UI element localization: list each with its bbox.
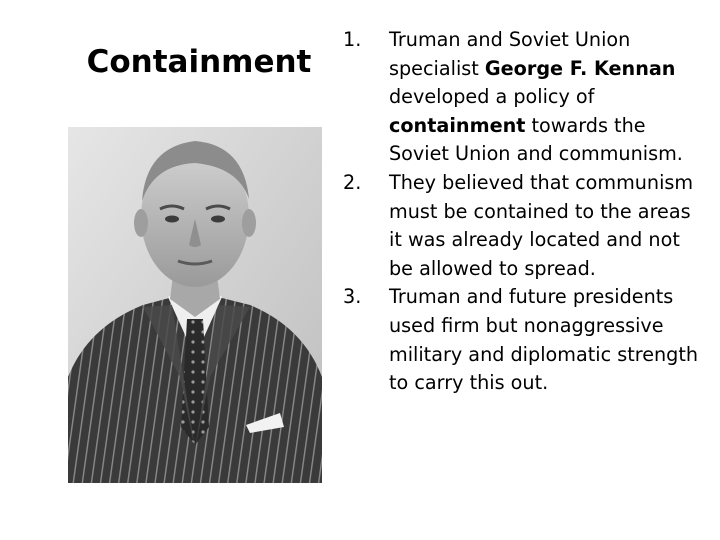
list-item-text: Truman and future presidents used firm but nonaggressive military and diplomatic strength to carry this out. <box>389 285 699 395</box>
slide-title: Containment <box>86 44 312 80</box>
list-item <box>343 26 703 169</box>
list-item-number: 1. <box>343 28 362 51</box>
list-item-bold-term: containment <box>389 113 526 137</box>
list-item-number: 2. <box>343 170 362 194</box>
portrait-photo <box>68 127 322 483</box>
list-item <box>343 283 703 397</box>
portrait-illustration <box>68 127 322 483</box>
list-item-text: developed a policy of <box>389 85 595 109</box>
list-item-text: They believed that communism must be contained to the areas it was already located and not be allowed to spread. <box>389 170 694 280</box>
list-item <box>343 169 703 283</box>
list-item-text: Truman and Soviet Union specialist <box>389 28 631 80</box>
list-item-bold-name: George F. Kennan <box>484 56 676 80</box>
list-item-text: towards the Soviet Union and communism. <box>389 113 683 166</box>
bullet-list <box>343 26 703 398</box>
list-item-number: 3. <box>343 285 362 309</box>
